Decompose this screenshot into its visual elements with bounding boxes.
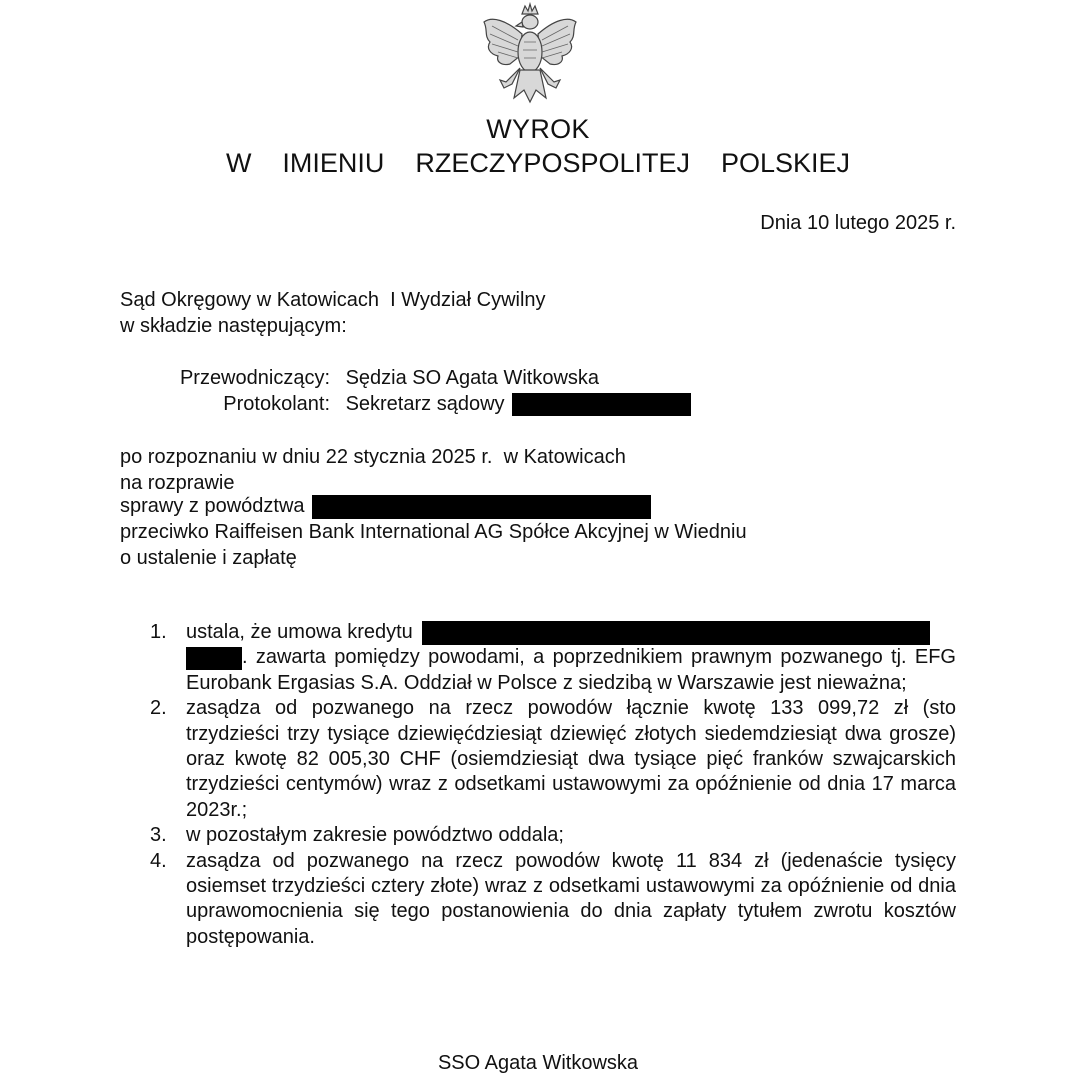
ruling-text: w pozostałym zakresie powództwo oddala;	[186, 824, 564, 847]
subject-of-case: o ustalenie i zapłatę	[120, 547, 297, 569]
redacted-contract-number-cont	[186, 647, 242, 670]
rulings-list	[150, 620, 956, 950]
ruling-number: 1.	[150, 621, 167, 643]
ruling-text: zasądza od pozwanego na rzecz powodów łącznie kwotę 133 099,72 zł (sto trzydzieści trzy tysiące dziewięćdziesiąt dziewięć złotych siedemdziesiąt dwa grosze) oraz kwotę 82 005,30 CHF (osiemdziesiąt dwa tysiące pięć franków szwajcarskich trzydzieści centymów) wraz z odsetkami ustawowymi za opóźnienie od dnia 17 marca 2023r.;	[186, 697, 956, 821]
ruling-item	[150, 696, 956, 823]
ruling-text: zasądza od pozwanego na rzecz powodów kwotę 11 834 zł (jedenaście tysięcy osiemset trzydzieści cztery złote) wraz z odsetkami ustawowymi za opóźnienie od dnia uprawomocnienia się tego postanowienia do dnia zapłaty tytułem zwrotu kosztów postępowania.	[186, 849, 956, 948]
plaintiff-label: sprawy z powództwa	[120, 495, 305, 517]
polish-eagle-emblem-icon	[470, 0, 590, 108]
ruling-number: 3.	[150, 824, 167, 847]
clerk-label: Protokolant:	[223, 393, 330, 415]
ruling-text-cont: . zawarta pomiędzy powodami, a poprzednikiem prawnym pozwanego tj. EFG Eurobank Ergasias S.A. Oddział w Polsce z siedzibą w Warszawie jest nieważna;	[186, 646, 956, 694]
court-composition-intro: w składzie następującym:	[120, 315, 347, 337]
judgment-date: Dnia 10 lutego 2025 r.	[760, 212, 956, 234]
redacted-clerk-name	[512, 393, 691, 416]
document-title: WYROK	[486, 114, 590, 144]
document-subtitle: W IMIENIU RZECZYPOSPOLITEJ POLSKIEJ	[225, 148, 851, 178]
court-name: Sąd Okręgowy w Katowicach I Wydział Cywilny	[120, 289, 546, 311]
chair-label: Przewodniczący:	[179, 367, 330, 389]
plaintiff-row	[120, 493, 651, 519]
clerk-value: Sekretarz sądowy	[345, 393, 505, 415]
redacted-plaintiff-name	[312, 495, 651, 519]
ruling-number: 4.	[150, 849, 167, 872]
redacted-contract-number	[422, 621, 930, 645]
defendant: przeciwko Raiffeisen Bank International AG Spółce Akcyjnej w Wiedniu	[120, 521, 747, 543]
chair-value: Sędzia SO Agata Witkowska	[345, 367, 600, 389]
judge-signature: SSO Agata Witkowska	[437, 1052, 639, 1074]
proceedings-date: po rozpoznaniu w dniu 22 stycznia 2025 r. w Katowicach	[120, 446, 626, 468]
ruling-text: ustala, że umowa kredytu	[186, 621, 413, 643]
chair-row	[118, 365, 599, 391]
ruling-item	[150, 849, 956, 951]
ruling-item	[150, 823, 956, 848]
clerk-row	[118, 391, 691, 417]
ruling-item	[150, 620, 956, 696]
proceedings-hearing: na rozprawie	[120, 472, 235, 494]
ruling-number: 2.	[150, 697, 167, 720]
